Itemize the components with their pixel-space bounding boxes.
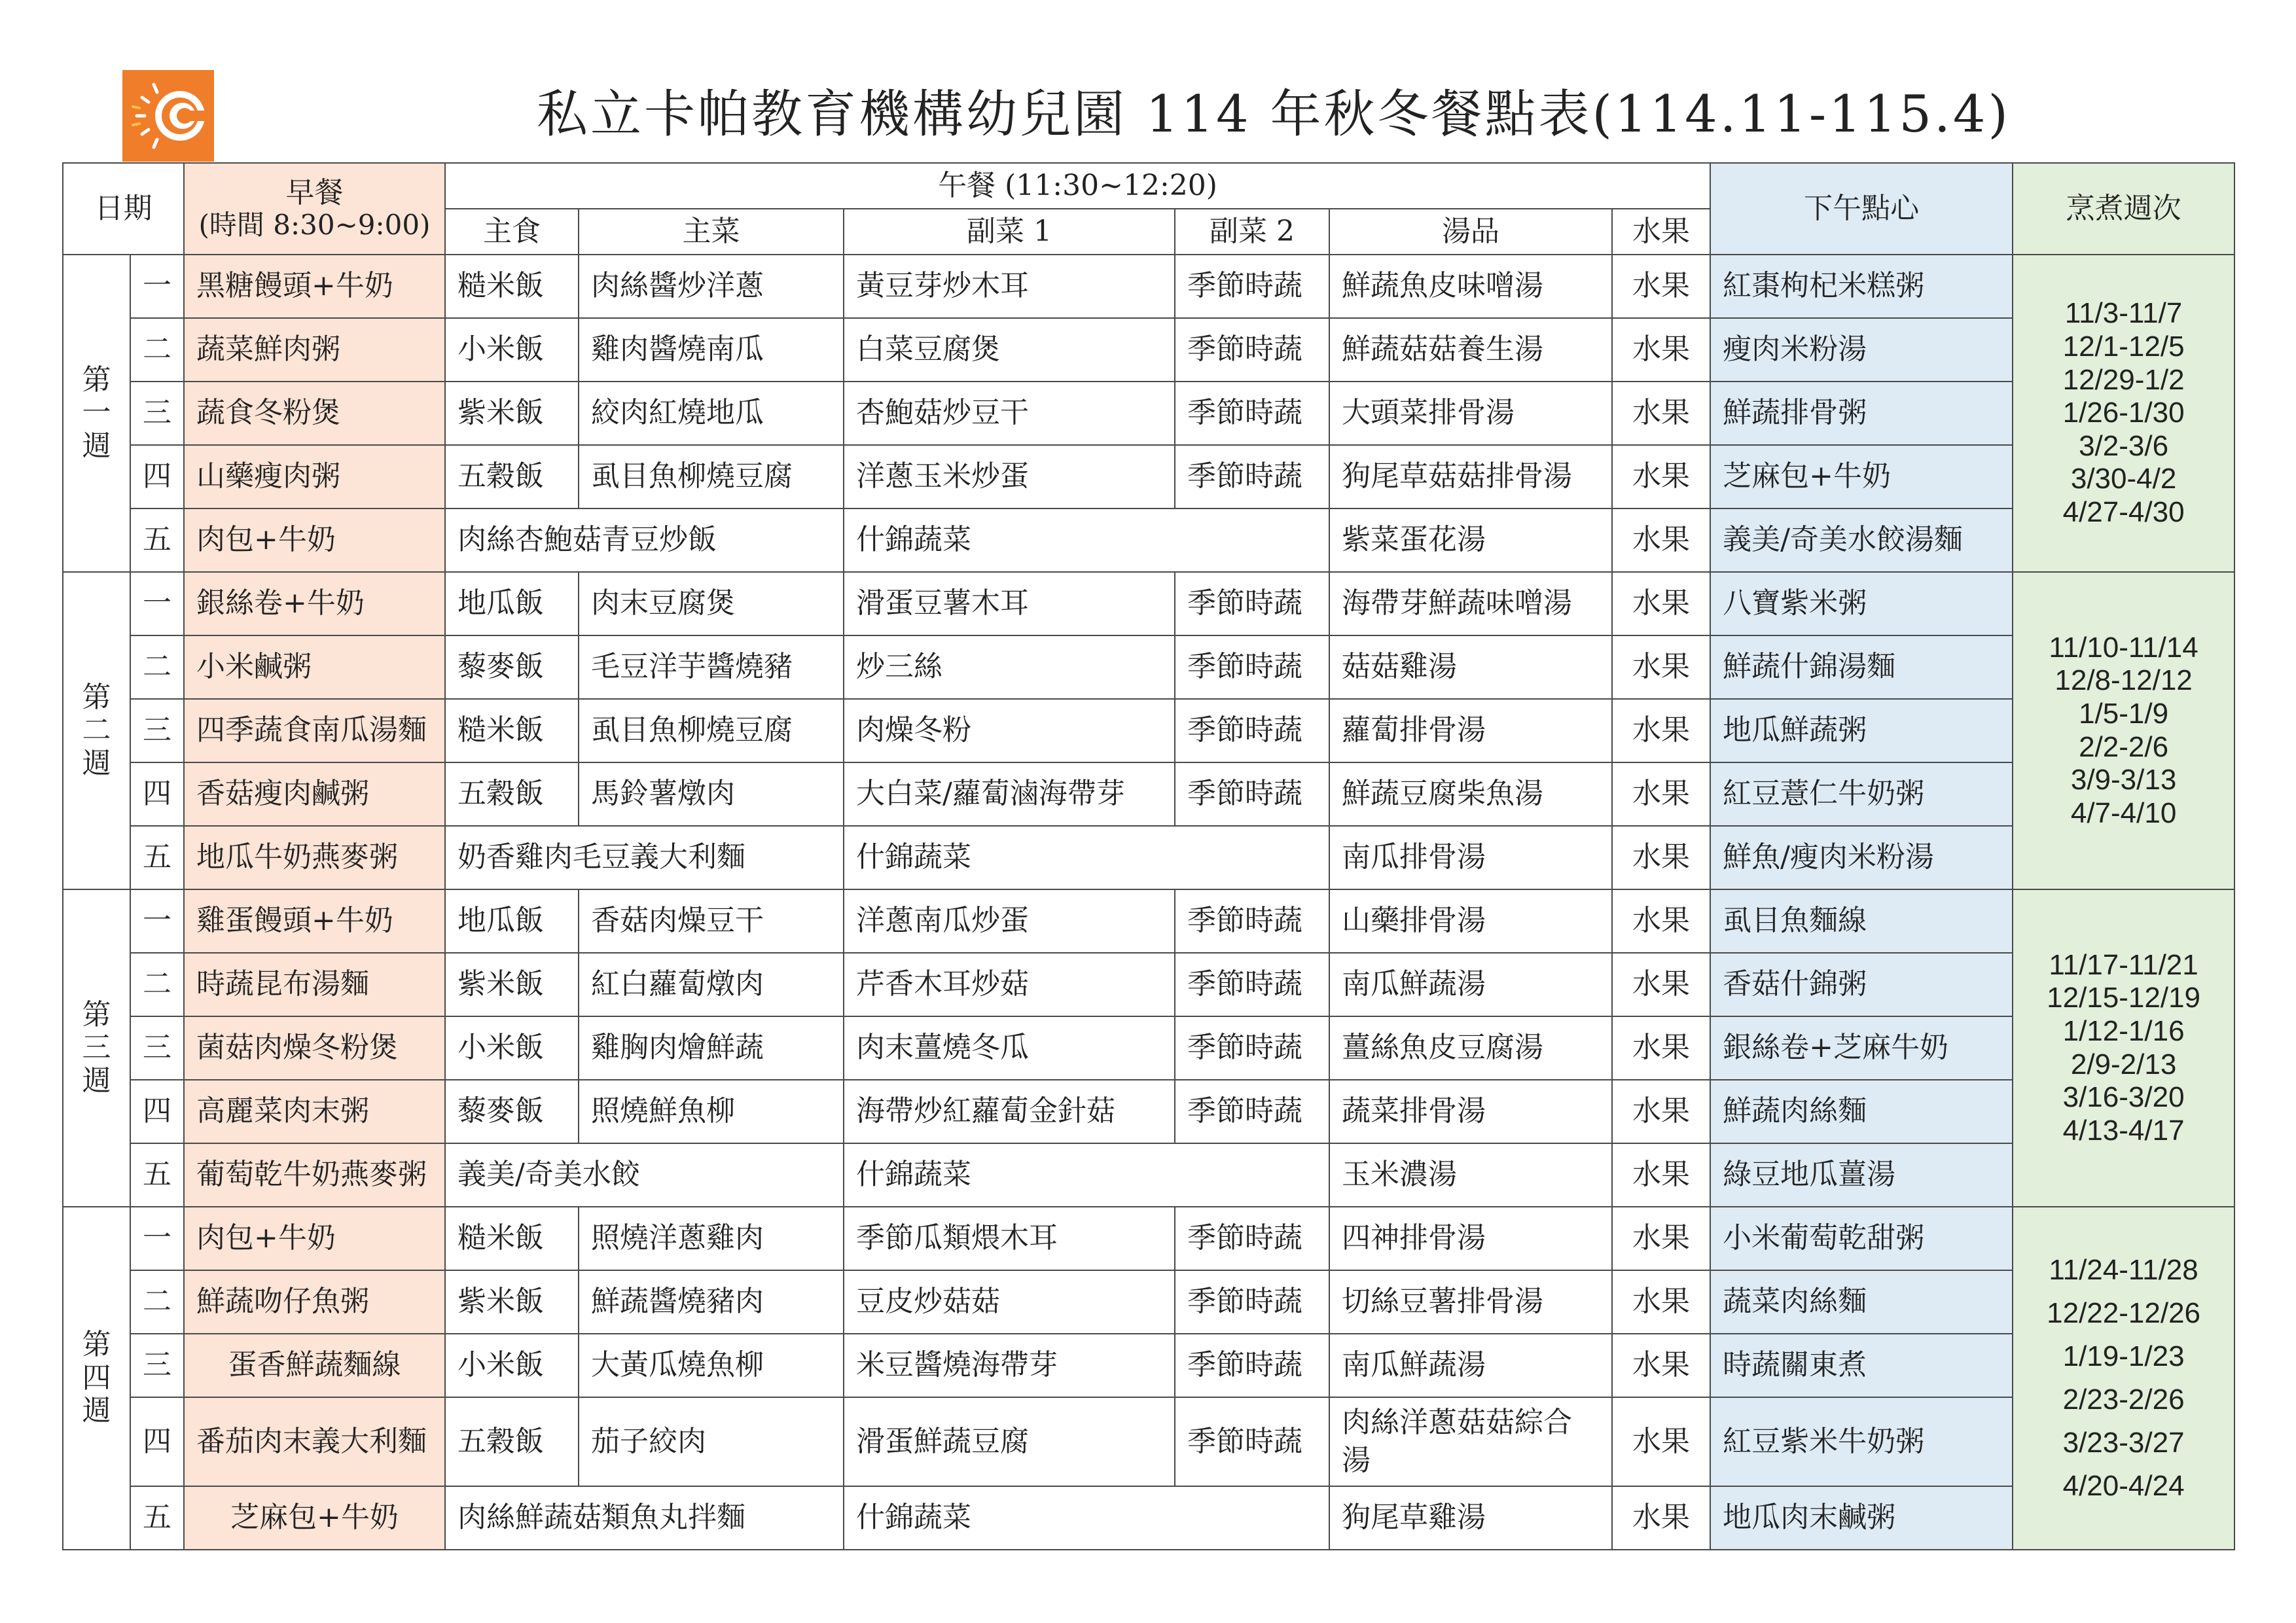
cook-week-date: 12/1-12/5 bbox=[2062, 330, 2185, 363]
side-combo-cell: 什錦蔬菜 bbox=[844, 1143, 1329, 1207]
lunch-combo-cell: 肉絲鮮蔬菇類魚丸拌麵 bbox=[445, 1486, 844, 1550]
side2-cell: 季節時蔬 bbox=[1175, 255, 1329, 318]
soup-cell: 切絲豆薯排骨湯 bbox=[1329, 1270, 1612, 1334]
table-row bbox=[63, 445, 2234, 508]
page-title: 私立卡帕教育機構幼兒園 114 年秋冬餐點表(114.11-115.4) bbox=[537, 85, 2011, 144]
day-cell: 三 bbox=[130, 699, 184, 762]
cook-week-date: 11/17-11/21 bbox=[2049, 948, 2198, 981]
breakfast-cell: 四季蔬食南瓜湯麵 bbox=[184, 699, 445, 762]
main-cell: 鮮蔬醬燒豬肉 bbox=[579, 1270, 844, 1334]
breakfast-cell: 小米鹹粥 bbox=[184, 635, 445, 699]
day-cell: 三 bbox=[130, 1016, 184, 1080]
fruit-cell: 水果 bbox=[1612, 1334, 1710, 1397]
side1-cell: 季節瓜類煨木耳 bbox=[844, 1207, 1175, 1270]
header-breakfast-label: 早餐 bbox=[285, 175, 344, 209]
breakfast-cell: 高麗菜肉末粥 bbox=[184, 1080, 445, 1143]
side1-cell: 滑蛋豆薯木耳 bbox=[844, 572, 1175, 635]
cook-week-dates bbox=[2013, 889, 2234, 1207]
header-breakfast-time: (時間 8:30~9:00) bbox=[198, 209, 431, 241]
fruit-cell: 水果 bbox=[1612, 699, 1710, 762]
side1-cell: 黃豆芽炒木耳 bbox=[844, 255, 1175, 318]
snack-cell: 瘦肉米粉湯 bbox=[1710, 318, 2013, 382]
table-row bbox=[63, 572, 2234, 635]
cook-week-dates bbox=[2013, 572, 2234, 889]
week-label bbox=[63, 889, 130, 1207]
staple-cell: 小米飯 bbox=[445, 318, 579, 382]
day-cell: 五 bbox=[130, 1486, 184, 1550]
soup-cell: 海帶芽鮮蔬味噌湯 bbox=[1329, 572, 1612, 635]
staple-cell: 地瓜飯 bbox=[445, 889, 579, 953]
fruit-cell: 水果 bbox=[1612, 1270, 1710, 1334]
staple-cell: 紫米飯 bbox=[445, 1270, 579, 1334]
soup-cell: 鮮蔬魚皮味噌湯 bbox=[1329, 255, 1612, 318]
breakfast-cell: 銀絲卷+牛奶 bbox=[184, 572, 445, 635]
day-cell: 五 bbox=[130, 1143, 184, 1207]
table-row bbox=[63, 762, 2234, 826]
table-row bbox=[63, 1397, 2234, 1486]
staple-cell: 地瓜飯 bbox=[445, 572, 579, 635]
header-cook-week: 烹煮週次 bbox=[2013, 163, 2234, 255]
side2-cell: 季節時蔬 bbox=[1175, 953, 1329, 1016]
week-label-char: 第 bbox=[82, 363, 111, 397]
week-label bbox=[63, 572, 130, 889]
staple-cell: 藜麥飯 bbox=[445, 1080, 579, 1143]
main-cell: 照燒鮮魚柳 bbox=[579, 1080, 844, 1143]
breakfast-cell: 蛋香鮮蔬麵線 bbox=[184, 1334, 445, 1397]
week-label-char: 一 bbox=[82, 396, 111, 430]
snack-cell: 鮮蔬排骨粥 bbox=[1710, 382, 2013, 445]
cook-week-date: 12/15-12/19 bbox=[2047, 982, 2201, 1014]
main-cell: 馬鈴薯燉肉 bbox=[579, 762, 844, 826]
cook-week-date: 11/24-11/28 bbox=[2049, 1254, 2198, 1286]
main-cell: 紅白蘿蔔燉肉 bbox=[579, 953, 844, 1016]
side2-cell: 季節時蔬 bbox=[1175, 762, 1329, 826]
fruit-cell: 水果 bbox=[1612, 508, 1710, 572]
table-row bbox=[63, 953, 2234, 1016]
main-cell: 照燒洋蔥雞肉 bbox=[579, 1207, 844, 1270]
table-row bbox=[63, 826, 2234, 889]
week-label-char: 週 bbox=[82, 746, 111, 780]
table-row bbox=[63, 1016, 2234, 1080]
snack-cell: 紅棗枸杞米糕粥 bbox=[1710, 255, 2013, 318]
main-cell: 大黃瓜燒魚柳 bbox=[579, 1334, 844, 1397]
cook-week-date: 3/9-3/13 bbox=[2070, 764, 2177, 796]
soup-cell: 菇菇雞湯 bbox=[1329, 635, 1612, 699]
side1-cell: 滑蛋鮮蔬豆腐 bbox=[844, 1397, 1175, 1486]
day-cell: 一 bbox=[130, 255, 184, 318]
week-label bbox=[63, 255, 130, 572]
table-row bbox=[63, 889, 2234, 953]
snack-cell: 綠豆地瓜薑湯 bbox=[1710, 1143, 2013, 1207]
cook-week-date: 2/2-2/6 bbox=[2079, 730, 2169, 763]
header-side2: 副菜 2 bbox=[1175, 209, 1329, 255]
day-cell: 二 bbox=[130, 1270, 184, 1334]
staple-cell: 五穀飯 bbox=[445, 1397, 579, 1486]
side2-cell: 季節時蔬 bbox=[1175, 889, 1329, 953]
staple-cell: 五穀飯 bbox=[445, 445, 579, 508]
breakfast-cell: 黑糖饅頭+牛奶 bbox=[184, 255, 445, 318]
side-combo-cell: 什錦蔬菜 bbox=[844, 826, 1329, 889]
snack-cell: 鮮魚/瘦肉米粉湯 bbox=[1710, 826, 2013, 889]
cook-week-date: 4/27-4/30 bbox=[2062, 495, 2185, 528]
week-label-char: 週 bbox=[82, 1394, 111, 1428]
snack-cell: 時蔬關東煮 bbox=[1710, 1334, 2013, 1397]
fruit-cell: 水果 bbox=[1612, 445, 1710, 508]
cook-week-date: 4/13-4/17 bbox=[2062, 1114, 2185, 1147]
spiral-sun-icon bbox=[122, 70, 214, 162]
main-cell: 香菇肉燥豆干 bbox=[579, 889, 844, 953]
main-cell: 雞胸肉燴鮮蔬 bbox=[579, 1016, 844, 1080]
side2-cell: 季節時蔬 bbox=[1175, 1080, 1329, 1143]
snack-cell: 地瓜肉末鹹粥 bbox=[1710, 1486, 2013, 1550]
table-row bbox=[63, 1207, 2234, 1270]
breakfast-cell: 芝麻包+牛奶 bbox=[184, 1486, 445, 1550]
cook-week-date: 11/3-11/7 bbox=[2064, 297, 2183, 330]
table-row bbox=[63, 318, 2234, 382]
day-cell: 五 bbox=[130, 826, 184, 889]
fruit-cell: 水果 bbox=[1612, 1143, 1710, 1207]
side2-cell: 季節時蔬 bbox=[1175, 1207, 1329, 1270]
snack-cell: 紅豆薏仁牛奶粥 bbox=[1710, 762, 2013, 826]
header-staple: 主食 bbox=[445, 209, 579, 255]
cook-week-date: 11/10-11/14 bbox=[2049, 631, 2198, 664]
cook-week-date: 2/23-2/26 bbox=[2062, 1383, 2185, 1416]
fruit-cell: 水果 bbox=[1612, 635, 1710, 699]
fruit-cell: 水果 bbox=[1612, 826, 1710, 889]
side1-cell: 海帶炒紅蘿蔔金針菇 bbox=[844, 1080, 1175, 1143]
side1-cell: 芹香木耳炒菇 bbox=[844, 953, 1175, 1016]
side2-cell: 季節時蔬 bbox=[1175, 382, 1329, 445]
header-lunch: 午餐 (11:30~12:20) bbox=[445, 163, 1710, 209]
side1-cell: 肉末薑燒冬瓜 bbox=[844, 1016, 1175, 1080]
header-soup: 湯品 bbox=[1329, 209, 1612, 255]
snack-cell: 紅豆紫米牛奶粥 bbox=[1710, 1397, 2013, 1486]
main-cell: 肉末豆腐煲 bbox=[579, 572, 844, 635]
side2-cell: 季節時蔬 bbox=[1175, 635, 1329, 699]
cook-week-date: 1/19-1/23 bbox=[2062, 1340, 2185, 1372]
day-cell: 二 bbox=[130, 953, 184, 1016]
soup-cell: 狗尾草菇菇排骨湯 bbox=[1329, 445, 1612, 508]
table-row bbox=[63, 699, 2234, 762]
table-row bbox=[63, 635, 2234, 699]
lunch-combo-cell: 義美/奇美水餃 bbox=[445, 1143, 844, 1207]
breakfast-cell: 蔬食冬粉煲 bbox=[184, 382, 445, 445]
cook-week-date: 3/23-3/27 bbox=[2062, 1427, 2185, 1459]
side2-cell: 季節時蔬 bbox=[1175, 699, 1329, 762]
header-date: 日期 bbox=[63, 163, 184, 255]
cook-week-date: 1/5-1/9 bbox=[2079, 697, 2169, 730]
day-cell: 二 bbox=[130, 318, 184, 382]
fruit-cell: 水果 bbox=[1612, 953, 1710, 1016]
soup-cell: 狗尾草雞湯 bbox=[1329, 1486, 1612, 1550]
day-cell: 一 bbox=[130, 889, 184, 953]
cook-week-date: 3/30-4/2 bbox=[2070, 463, 2177, 495]
side2-cell: 季節時蔬 bbox=[1175, 1334, 1329, 1397]
header-snack: 下午點心 bbox=[1710, 163, 2013, 255]
week-label-char: 二 bbox=[82, 713, 111, 747]
soup-cell: 南瓜鮮蔬湯 bbox=[1329, 953, 1612, 1016]
breakfast-cell: 葡萄乾牛奶燕麥粥 bbox=[184, 1143, 445, 1207]
main-cell: 虱目魚柳燒豆腐 bbox=[579, 445, 844, 508]
breakfast-cell: 雞蛋饅頭+牛奶 bbox=[184, 889, 445, 953]
soup-cell: 南瓜排骨湯 bbox=[1329, 826, 1612, 889]
table-row bbox=[63, 255, 2234, 318]
staple-cell: 紫米飯 bbox=[445, 953, 579, 1016]
breakfast-cell: 香菇瘦肉鹹粥 bbox=[184, 762, 445, 826]
day-cell: 三 bbox=[130, 1334, 184, 1397]
side-combo-cell: 什錦蔬菜 bbox=[844, 1486, 1329, 1550]
week-label-char: 週 bbox=[82, 429, 111, 463]
side1-cell: 大白菜/蘿蔔滷海帶芽 bbox=[844, 762, 1175, 826]
header-side1: 副菜 1 bbox=[844, 209, 1175, 255]
soup-cell: 紫菜蛋花湯 bbox=[1329, 508, 1612, 572]
snack-cell: 香菇什錦粥 bbox=[1710, 953, 2013, 1016]
day-cell: 四 bbox=[130, 1397, 184, 1486]
kindergarten-logo bbox=[122, 70, 214, 162]
cook-week-date: 1/12-1/16 bbox=[2062, 1014, 2185, 1047]
soup-cell: 肉絲洋蔥菇菇綜合湯 bbox=[1329, 1397, 1612, 1486]
staple-cell: 糙米飯 bbox=[445, 255, 579, 318]
soup-cell: 大頭菜排骨湯 bbox=[1329, 382, 1612, 445]
lunch-combo-cell: 肉絲杏鮑菇青豆炒飯 bbox=[445, 508, 844, 572]
side-combo-cell: 什錦蔬菜 bbox=[844, 508, 1329, 572]
side2-cell: 季節時蔬 bbox=[1175, 572, 1329, 635]
breakfast-cell: 蔬菜鮮肉粥 bbox=[184, 318, 445, 382]
breakfast-cell: 菌菇肉燥冬粉煲 bbox=[184, 1016, 445, 1080]
side2-cell: 季節時蔬 bbox=[1175, 1016, 1329, 1080]
fruit-cell: 水果 bbox=[1612, 382, 1710, 445]
day-cell: 四 bbox=[130, 445, 184, 508]
soup-cell: 鮮蔬豆腐柴魚湯 bbox=[1329, 762, 1612, 826]
cook-week-date: 3/16-3/20 bbox=[2062, 1081, 2185, 1114]
side1-cell: 豆皮炒菇菇 bbox=[844, 1270, 1175, 1334]
table-row bbox=[63, 1334, 2234, 1397]
fruit-cell: 水果 bbox=[1612, 762, 1710, 826]
staple-cell: 糙米飯 bbox=[445, 699, 579, 762]
day-cell: 一 bbox=[130, 572, 184, 635]
soup-cell: 南瓜鮮蔬湯 bbox=[1329, 1334, 1612, 1397]
lunch-combo-cell: 奶香雞肉毛豆義大利麵 bbox=[445, 826, 844, 889]
main-cell: 肉絲醬炒洋蔥 bbox=[579, 255, 844, 318]
main-cell: 雞肉醬燒南瓜 bbox=[579, 318, 844, 382]
breakfast-cell: 番茄肉末義大利麵 bbox=[184, 1397, 445, 1486]
side2-cell: 季節時蔬 bbox=[1175, 318, 1329, 382]
header-main: 主菜 bbox=[579, 209, 844, 255]
fruit-cell: 水果 bbox=[1612, 889, 1710, 953]
soup-cell: 蘿蔔排骨湯 bbox=[1329, 699, 1612, 762]
main-cell: 茄子絞肉 bbox=[579, 1397, 844, 1486]
day-cell: 一 bbox=[130, 1207, 184, 1270]
snack-cell: 義美/奇美水餃湯麵 bbox=[1710, 508, 2013, 572]
day-cell: 四 bbox=[130, 1080, 184, 1143]
cook-week-dates bbox=[2013, 1207, 2234, 1550]
table-row bbox=[63, 1270, 2234, 1334]
fruit-cell: 水果 bbox=[1612, 1397, 1710, 1486]
table-row bbox=[63, 508, 2234, 572]
staple-cell: 糙米飯 bbox=[445, 1207, 579, 1270]
side1-cell: 米豆醬燒海帶芽 bbox=[844, 1334, 1175, 1397]
table-row bbox=[63, 382, 2234, 445]
soup-cell: 玉米濃湯 bbox=[1329, 1143, 1612, 1207]
header-breakfast bbox=[184, 163, 445, 255]
snack-cell: 虱目魚麵線 bbox=[1710, 889, 2013, 953]
breakfast-cell: 山藥瘦肉粥 bbox=[184, 445, 445, 508]
day-cell: 二 bbox=[130, 635, 184, 699]
staple-cell: 小米飯 bbox=[445, 1334, 579, 1397]
breakfast-cell: 時蔬昆布湯麵 bbox=[184, 953, 445, 1016]
fruit-cell: 水果 bbox=[1612, 318, 1710, 382]
table-row bbox=[63, 1080, 2234, 1143]
staple-cell: 五穀飯 bbox=[445, 762, 579, 826]
breakfast-cell: 肉包+牛奶 bbox=[184, 508, 445, 572]
cook-week-dates bbox=[2013, 255, 2234, 572]
table-row bbox=[63, 1486, 2234, 1550]
cook-week-date: 12/29-1/2 bbox=[2062, 363, 2185, 396]
breakfast-cell: 鮮蔬吻仔魚粥 bbox=[184, 1270, 445, 1334]
fruit-cell: 水果 bbox=[1612, 1080, 1710, 1143]
week-label-char: 四 bbox=[82, 1361, 111, 1395]
fruit-cell: 水果 bbox=[1612, 1486, 1710, 1550]
cook-week-date: 4/20-4/24 bbox=[2062, 1470, 2185, 1502]
fruit-cell: 水果 bbox=[1612, 1016, 1710, 1080]
staple-cell: 紫米飯 bbox=[445, 382, 579, 445]
fruit-cell: 水果 bbox=[1612, 572, 1710, 635]
cook-week-date: 12/8-12/12 bbox=[2054, 664, 2193, 697]
week-label-char: 第 bbox=[82, 680, 111, 714]
day-cell: 四 bbox=[130, 762, 184, 826]
staple-cell: 藜麥飯 bbox=[445, 635, 579, 699]
side1-cell: 肉燥冬粉 bbox=[844, 699, 1175, 762]
soup-cell: 山藥排骨湯 bbox=[1329, 889, 1612, 953]
side1-cell: 杏鮑菇炒豆干 bbox=[844, 382, 1175, 445]
snack-cell: 鮮蔬什錦湯麵 bbox=[1710, 635, 2013, 699]
side1-cell: 洋蔥玉米炒蛋 bbox=[844, 445, 1175, 508]
fruit-cell: 水果 bbox=[1612, 255, 1710, 318]
cook-week-date: 12/22-12/26 bbox=[2047, 1297, 2201, 1329]
breakfast-cell: 地瓜牛奶燕麥粥 bbox=[184, 826, 445, 889]
header-fruit: 水果 bbox=[1612, 209, 1710, 255]
soup-cell: 四神排骨湯 bbox=[1329, 1207, 1612, 1270]
snack-cell: 鮮蔬肉絲麵 bbox=[1710, 1080, 2013, 1143]
cook-week-date: 4/7-4/10 bbox=[2070, 796, 2177, 829]
soup-cell: 鮮蔬菇菇養生湯 bbox=[1329, 318, 1612, 382]
snack-cell: 銀絲卷+芝麻牛奶 bbox=[1710, 1016, 2013, 1080]
soup-cell: 蔬菜排骨湯 bbox=[1329, 1080, 1612, 1143]
side1-cell: 白菜豆腐煲 bbox=[844, 318, 1175, 382]
day-cell: 五 bbox=[130, 508, 184, 572]
week-label-char: 第 bbox=[82, 997, 111, 1031]
soup-cell: 薑絲魚皮豆腐湯 bbox=[1329, 1016, 1612, 1080]
snack-cell: 蔬菜肉絲麵 bbox=[1710, 1270, 2013, 1334]
side1-cell: 洋蔥南瓜炒蛋 bbox=[844, 889, 1175, 953]
snack-cell: 地瓜鮮蔬粥 bbox=[1710, 699, 2013, 762]
week-label-char: 三 bbox=[82, 1031, 111, 1065]
side1-cell: 炒三絲 bbox=[844, 635, 1175, 699]
table-row bbox=[63, 1143, 2234, 1207]
main-cell: 絞肉紅燒地瓜 bbox=[579, 382, 844, 445]
week-label-char: 週 bbox=[82, 1063, 111, 1097]
side2-cell: 季節時蔬 bbox=[1175, 1397, 1329, 1486]
side2-cell: 季節時蔬 bbox=[1175, 1270, 1329, 1334]
cook-week-date: 1/26-1/30 bbox=[2062, 397, 2185, 429]
week-label bbox=[63, 1207, 130, 1550]
cook-week-date: 3/2-3/6 bbox=[2079, 429, 2169, 462]
week-label-char: 第 bbox=[82, 1328, 111, 1362]
side2-cell: 季節時蔬 bbox=[1175, 445, 1329, 508]
main-cell: 虱目魚柳燒豆腐 bbox=[579, 699, 844, 762]
meal-table bbox=[62, 162, 2235, 1550]
cook-week-date: 2/9-2/13 bbox=[2070, 1048, 2177, 1080]
day-cell: 三 bbox=[130, 382, 184, 445]
breakfast-cell: 肉包+牛奶 bbox=[184, 1207, 445, 1270]
fruit-cell: 水果 bbox=[1612, 1207, 1710, 1270]
snack-cell: 小米葡萄乾甜粥 bbox=[1710, 1207, 2013, 1270]
staple-cell: 小米飯 bbox=[445, 1016, 579, 1080]
snack-cell: 八寶紫米粥 bbox=[1710, 572, 2013, 635]
snack-cell: 芝麻包+牛奶 bbox=[1710, 445, 2013, 508]
main-cell: 毛豆洋芋醬燒豬 bbox=[579, 635, 844, 699]
